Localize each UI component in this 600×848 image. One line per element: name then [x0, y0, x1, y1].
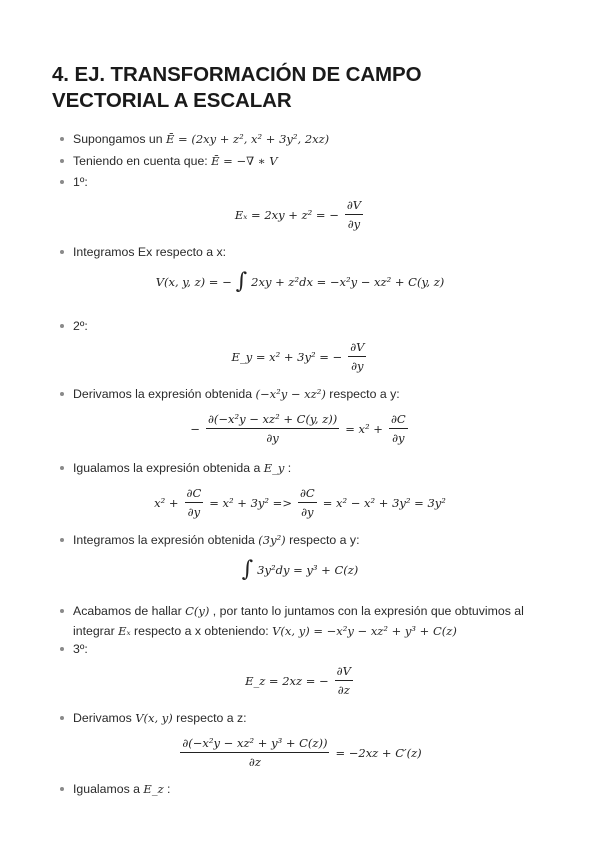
list-item-text: 3º:	[73, 642, 88, 656]
list-item-text: 2º:	[73, 319, 88, 333]
list-item	[60, 318, 88, 334]
inline-math: (3y²)	[258, 533, 286, 547]
list-item-text: respecto a y:	[285, 533, 360, 547]
list-item-text: :	[284, 461, 292, 475]
equation-text: = x² − x² + 3y² = 3y²	[322, 495, 446, 510]
denominator: ∂y	[392, 431, 405, 445]
denominator: ∂y	[301, 505, 314, 519]
equation-text: E_y = x² + 3y² = −	[231, 349, 343, 364]
fraction	[206, 412, 339, 445]
list-item	[60, 603, 524, 639]
list-item-text: Igualamos la expresión obtenida a	[73, 461, 264, 475]
list-item-text: Derivamos la expresión obtenida	[73, 387, 256, 401]
equation-2	[0, 269, 600, 294]
list-item-text: respecto a z:	[172, 711, 247, 725]
fraction	[345, 198, 363, 231]
list-item	[60, 131, 329, 147]
list-item-text: Igualamos a	[73, 782, 144, 796]
numerator: ∂V	[335, 664, 353, 681]
list-item-text: :	[163, 782, 171, 796]
list-item-text: , por tanto lo juntamos con la expresión que obtuvimos al	[209, 604, 524, 618]
denominator: ∂y	[187, 505, 201, 519]
inline-math: E_y	[263, 461, 285, 475]
numerator: ∂V	[345, 198, 363, 215]
equation-text: 3y²dy = y³ + C(z)	[257, 563, 359, 577]
page-title	[52, 62, 572, 114]
list-item-text: Supongamos un	[73, 132, 166, 146]
numerator: ∂C	[298, 486, 317, 503]
title-line-2: VECTORIAL A ESCALAR	[52, 89, 292, 112]
list-item-text: Integramos la expresión obtenida	[73, 533, 259, 547]
equation-text: = x² +	[345, 421, 383, 436]
equation-text: = −2xz + C′(z)	[335, 745, 422, 760]
integral-symbol: ∫	[241, 557, 254, 582]
numerator: ∂C	[185, 486, 204, 503]
integral-symbol: ∫	[235, 269, 248, 294]
list-item	[60, 781, 170, 797]
equation-1	[0, 198, 600, 231]
inline-math: E_z	[143, 782, 164, 796]
list-item-text: 1º:	[73, 175, 88, 189]
equation-text: x² +	[154, 495, 179, 510]
inline-math: C(y)	[185, 604, 210, 618]
equation-4	[0, 412, 600, 445]
equation-text: Eₓ = 2xy + z² = −	[234, 207, 339, 222]
denominator: ∂y	[347, 217, 361, 231]
equation-text: V(x, y, z) = −	[155, 275, 232, 289]
denominator: ∂y	[351, 359, 364, 373]
list-item	[60, 386, 400, 402]
list-item-text: Teniendo en cuenta que:	[73, 154, 212, 168]
equation-text: E_z = 2xz = −	[245, 673, 329, 688]
fraction	[348, 340, 366, 373]
list-item	[60, 641, 88, 657]
list-item	[60, 532, 360, 548]
inline-math: V(x, y)	[135, 711, 173, 725]
equation-5	[0, 486, 600, 519]
equation-6	[0, 557, 600, 582]
fraction	[389, 412, 408, 445]
inline-math: V(x, y) = −x²y − xz² + y³ + C(z)	[272, 624, 457, 638]
numerator: ∂V	[348, 340, 366, 357]
list-item-text: Integramos Ex respecto a x:	[73, 245, 227, 259]
denominator: ∂z	[248, 755, 261, 769]
equation-text: −	[190, 421, 200, 436]
equation-8	[0, 736, 600, 769]
fraction	[335, 664, 353, 697]
equation-text: = x² + 3y² =>	[209, 495, 292, 510]
inline-math: Ē = (2xy + z², x² + 3y², 2xz)	[165, 132, 330, 146]
list-item-text: Derivamos	[73, 711, 136, 725]
equation-3	[0, 340, 600, 373]
numerator: ∂(−x²y − xz² + C(y, z))	[206, 412, 339, 429]
numerator: ∂(−x²y − xz² + y³ + C(z))	[180, 736, 329, 753]
numerator: ∂C	[389, 412, 408, 429]
fraction	[180, 736, 329, 769]
denominator: ∂y	[266, 431, 279, 445]
list-item-text: integrar	[73, 624, 119, 638]
denominator: ∂z	[337, 683, 350, 697]
equation-text: 2xy + z²dx = −x²y − xz² + C(y, z)	[251, 275, 445, 289]
list-item-text: respecto a y:	[325, 387, 400, 401]
list-item-text: Acabamos de hallar	[73, 604, 186, 618]
inline-math: Eₓ	[118, 624, 131, 638]
title-line-1: 4. EJ. TRANSFORMACIÓN DE CAMPO	[52, 63, 422, 86]
list-item	[60, 244, 226, 260]
list-item	[60, 460, 291, 476]
list-item	[60, 710, 247, 726]
equation-7	[0, 664, 600, 697]
fraction	[298, 486, 317, 519]
inline-math: Ē = −∇ ∗ V	[211, 154, 278, 168]
list-item-text: respecto a x obteniendo:	[130, 624, 273, 638]
list-item	[60, 153, 278, 169]
inline-math: (−x²y − xz²)	[255, 387, 326, 401]
list-item	[60, 174, 88, 190]
fraction	[185, 486, 204, 519]
